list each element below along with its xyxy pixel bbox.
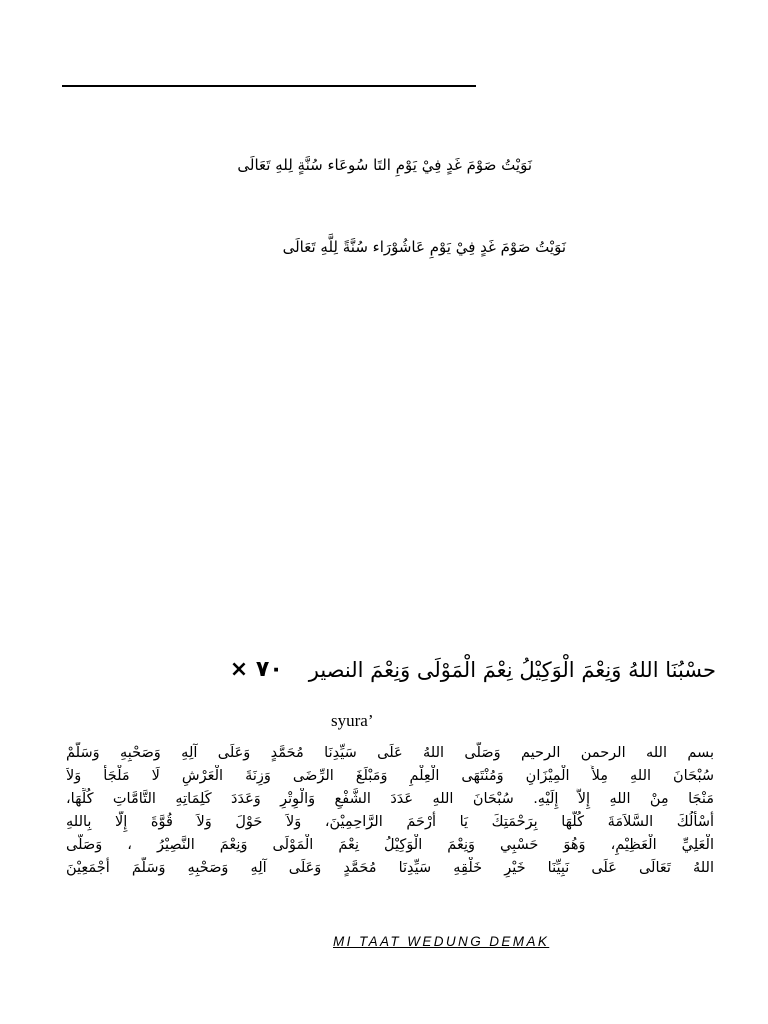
doa-line: مَنْجَا مِنْ اللهِ إِلاَّ إِلَيْهِ. سُبْحَانَ اللهِ عَدَدَ الشَّفْعِ وَالْوِتْرِ وَعَدَدَ كَلِمَاتِهِ التَّامَّاتِ كُلِّهَا، xyxy=(66,791,714,807)
hasbunallah-dzikir xyxy=(230,657,716,682)
doa-line: بسم الله الرحمن الرحيم وَصَلَّى اللهُ عَلَى سَيِّدِنَا مُحَمَّدٍ وَعَلَى آلِهِ وَصَحْبِهِ وَسَلَّمْ xyxy=(66,745,714,761)
doa-line: سُبْحَانَ اللهِ مِلأَ الْمِيْزَانِ وَمُنْتَهَى الْعِلْمِ وَمَبْلَغَ الرِّضَى وَزِنَةَ الْعَرْشِ لَا مَلْجَأَ وَلاَ xyxy=(66,768,714,784)
doa-line: اللهُ تَعَالَى عَلَى نَبِيِّنَا خَيْرِ خَلْقِهِ سَيِّدِنَا مُحَمَّدٍ وَعَلَى آلِهِ وَصَحْبِهِ وَسَلَّمَ أَجْمَعِيْنَ xyxy=(66,860,714,876)
syura-heading: syura’ xyxy=(331,711,374,730)
asyura-doa-paragraph xyxy=(66,742,714,880)
niat-asyura-line: نَوَيْتُ صَوْمَ غَدٍ فِيْ يَوْمِ عَاشُوْرَاء سُنَّةً لِلَّهِ تَعَالَى xyxy=(282,238,566,256)
school-name-footer: MI TAAT WEDUNG DEMAK xyxy=(333,934,550,949)
repetition-count: × ٧٠ xyxy=(229,657,283,682)
doa-line: أَسْأَلُكَ السَّلاَمَةَ كُلَّهَا بِرَحْمَتِكَ يَا أَرْحَمَ الرَّاحِمِيْنَ، وَلاَ حَوْلَ وَلاَ قُوَّةَ إِلَّا بِاللهِ xyxy=(66,814,714,830)
doa-line: الْعَلِيِّ الْعَظِيْمِ، وَهُوَ حَسْبِي وَنِعْمَ الْوَكِيْلُ نِعْمَ الْمَوْلَى وَنِعْمَ النَّصِيْرُ ، وَصَلَّى xyxy=(66,837,714,853)
niat-tasua-line: نَوَيْتُ صَوْمَ غَدٍ فِيْ يَوْمِ التَا سُوعَاء سُنَّةٍ لِلهِ تَعَالَى xyxy=(237,156,532,174)
top-horizontal-rule xyxy=(62,85,476,87)
hasbunallah-text: حسْبُنَا اللهُ وَنِعْمَ الْوَكِيْلُ نِعْمَ الْمَوْلَى وَنِعْمَ النصير xyxy=(308,657,716,682)
